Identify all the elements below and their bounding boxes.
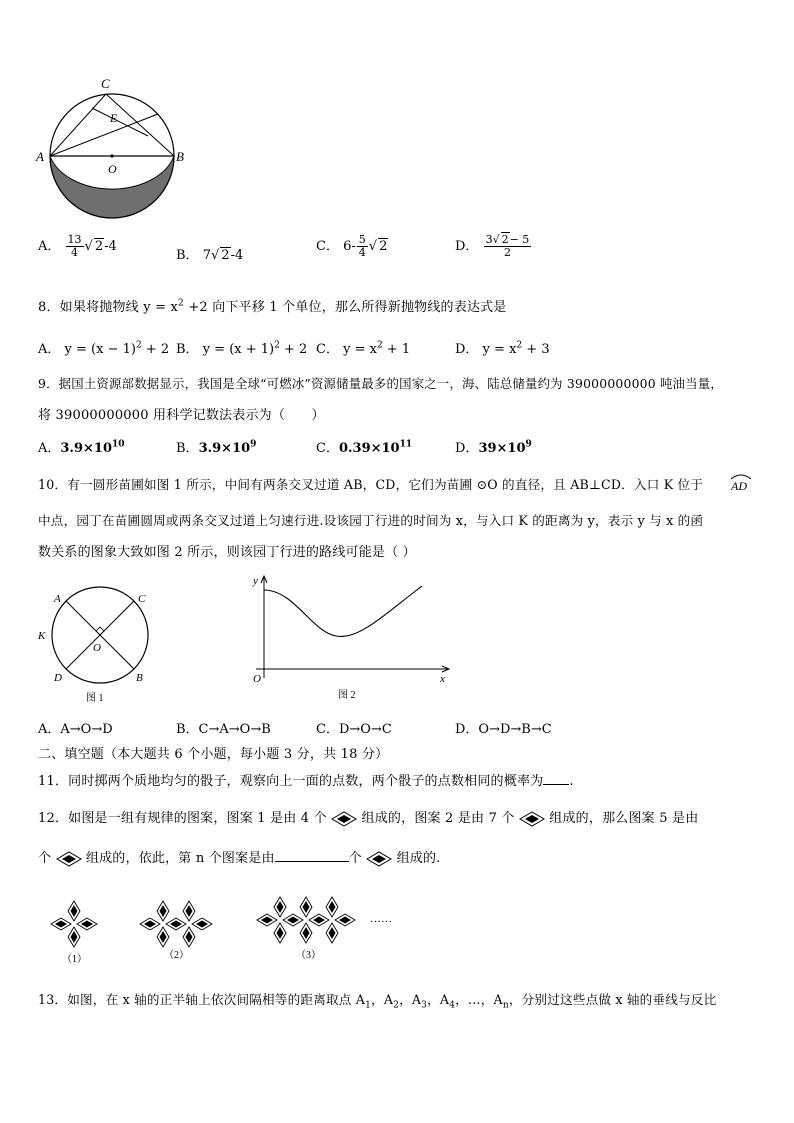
- curve: [264, 586, 422, 636]
- q10-line3: 数关系的图象大致如图 2 所示，则该园丁行进的路线可能是（ ）: [38, 545, 416, 560]
- subscript: 4: [449, 1000, 456, 1011]
- q8-stem: [38, 296, 507, 315]
- option-label: B．: [176, 248, 199, 263]
- expression: y = (x + 1): [202, 342, 275, 357]
- section-heading: 二、填空题（本大题共 6 个小题，每小题 3 分，共 18 分）: [38, 747, 389, 762]
- numerator: 13: [67, 233, 82, 246]
- caption-2: （2）: [164, 950, 189, 961]
- q11-end: .: [569, 774, 574, 789]
- segment-e1: [50, 114, 158, 156]
- exponent: 9: [250, 439, 257, 450]
- label-k: K: [38, 630, 46, 642]
- q9-option-c: [316, 437, 412, 456]
- q9-option-a: [38, 437, 125, 456]
- q12-text-a: 12．如图是一组有规律的图案，图案 1 是由 4 个: [38, 811, 327, 826]
- coefficient: 3: [485, 233, 493, 246]
- q8-stem-a: 8．如果将抛物线 y = x: [38, 300, 179, 315]
- superscript: 2: [516, 340, 523, 351]
- denominator: 2: [503, 246, 511, 259]
- denominator: 4: [71, 246, 79, 259]
- q7-option-c: [316, 234, 388, 259]
- option-base: 3.9×10: [198, 441, 251, 456]
- q7-option-d: [455, 234, 532, 259]
- radicand: 2: [379, 239, 388, 254]
- ellipsis: ……: [370, 913, 392, 925]
- q8-option-b: [176, 338, 307, 357]
- superscript: 2: [135, 340, 142, 351]
- q7-option-b: [176, 244, 243, 263]
- center-dot: [110, 154, 113, 157]
- pattern-3: [257, 897, 355, 943]
- fraction: [66, 234, 84, 259]
- q10-option-b: B．C→A→O→B: [176, 722, 271, 737]
- q13-text-a: 13．如图，在 x 轴的正半轴上依次间隔相等的距离取点 A: [38, 992, 366, 1007]
- label-b: B: [136, 672, 143, 684]
- q8-stem-b: +2 向下平移 1 个单位，那么所得新抛物线的表达式是: [183, 300, 507, 315]
- segment-e2: [92, 108, 148, 136]
- expression: y = (x − 1): [64, 342, 136, 357]
- coefficient: 7: [202, 248, 211, 263]
- option-label: C．: [316, 239, 339, 254]
- superscript: 2: [178, 298, 184, 309]
- q12-text-e: 组成的，依此，第 n 个图案是由: [85, 851, 275, 866]
- answer-blank: [543, 784, 569, 785]
- exponent: 10: [112, 439, 125, 450]
- q10-figure-2: [250, 572, 455, 704]
- numerator-tail: − 5: [509, 233, 530, 246]
- fraction: [357, 234, 368, 259]
- label-c: C: [138, 593, 146, 605]
- option-tail: -4: [104, 239, 117, 254]
- option-base: 3.9×10: [60, 441, 112, 456]
- option-label: B．: [176, 342, 199, 357]
- q12-text-d: 个: [38, 851, 52, 866]
- label-c: C: [101, 76, 110, 91]
- label-d: D: [54, 672, 62, 684]
- exponent: 9: [525, 439, 532, 450]
- chord-bc: [106, 94, 174, 156]
- fraction: [484, 234, 532, 259]
- label-o: O: [93, 642, 101, 654]
- q10-option-a: A．A→O→D: [38, 722, 113, 737]
- option-label: A．: [38, 239, 61, 254]
- right-angle-mark: [96, 627, 104, 635]
- numerator: 5: [358, 233, 366, 246]
- q13-text-b: ，A: [371, 992, 394, 1007]
- q13-text-d: ，A: [427, 992, 450, 1007]
- q11: [38, 770, 574, 789]
- option-tail: -4: [230, 248, 244, 263]
- arc-label: AD: [731, 479, 747, 493]
- option-label: D．: [455, 342, 479, 357]
- radicand: 2: [501, 233, 509, 246]
- option-label: D．: [455, 441, 479, 456]
- q12-text-g: 组成的.: [396, 851, 441, 866]
- q10-line2: 中点，园丁在苗圃圆周或两条交叉过道上匀速行进.设该园丁行进的时间为 x，与入口 K 的距离为 y，表示 y 与 x 的函: [38, 513, 704, 528]
- sqrt-sign: √: [84, 239, 93, 254]
- label-o: O: [108, 162, 117, 176]
- expression: y = x: [343, 342, 377, 357]
- q12-line2: [38, 847, 441, 867]
- exponent: 11: [399, 439, 413, 450]
- radicand: 2: [221, 248, 230, 263]
- expression-tail: + 2: [279, 342, 308, 357]
- expression: y = x: [482, 342, 517, 357]
- subscript: 1: [365, 1000, 372, 1011]
- diamond-tile-icon: [519, 811, 545, 827]
- label-x: x: [440, 673, 445, 685]
- expression-tail: + 2: [141, 342, 170, 357]
- pattern-2: [140, 901, 212, 947]
- q8-option-d: [455, 338, 550, 357]
- caption-3: （3）: [296, 950, 321, 961]
- q10-option-d: D．O→D→B→C: [455, 722, 552, 737]
- option-label: D．: [455, 239, 479, 254]
- option-base: 39×10: [478, 441, 526, 456]
- label-a: A: [54, 593, 61, 605]
- label-b: B: [176, 149, 184, 164]
- option-label: C．: [316, 441, 339, 456]
- q9-line1: 9．据国土资源部数据显示，我国是全球“可燃冰”资源储量最多的国家之一，海、陆总储量约为 39000000000 吨油当量，: [38, 376, 723, 391]
- option-label: B．: [176, 441, 199, 456]
- q9-option-b: [176, 437, 256, 456]
- q12-text-f: 个: [348, 851, 362, 866]
- q10-figure-1: [30, 585, 160, 705]
- label-y: y: [253, 575, 258, 587]
- label-e: E: [110, 111, 118, 125]
- q10-option-c: C．D→O→C: [316, 722, 392, 737]
- superscript: 2: [376, 340, 383, 351]
- superscript: 2: [274, 340, 280, 351]
- option-label: A．: [38, 441, 61, 456]
- diamond-tile-icon: [366, 851, 392, 867]
- sqrt-sign: √: [492, 233, 500, 246]
- option-prefix: 6-: [343, 239, 356, 254]
- pattern-1: [51, 901, 97, 947]
- answer-blank: [275, 861, 349, 862]
- q13-text-c: ，A: [399, 992, 422, 1007]
- q8-option-c: [316, 338, 410, 357]
- label-o: O: [253, 673, 261, 685]
- q12-text-b: 组成的，图案 2 是由 7 个: [361, 811, 515, 826]
- subscript: 3: [421, 1000, 428, 1011]
- q13-text-f: ，分别过这些点做 x 轴的垂线与反比: [508, 992, 717, 1007]
- q13-text-e: ，…，A: [455, 992, 503, 1007]
- label-a: A: [36, 149, 44, 164]
- radicand: 2: [94, 239, 104, 254]
- caption-1: （1）: [62, 954, 87, 965]
- expression-tail: + 3: [522, 342, 550, 357]
- q10-line1: 10．有一圆形苗圃如图 1 所示，中间有两条交叉过道 AB，CD，它们为苗圃 ⊙O 的直径，且 AB⊥CD．入口 K 位于: [38, 477, 704, 492]
- arc-ad-symbol: [728, 470, 758, 494]
- sqrt-sign: √: [368, 239, 378, 254]
- q7-circle-figure: [30, 72, 195, 222]
- subscript: n: [502, 1000, 509, 1011]
- option-base: 0.39×10: [338, 441, 400, 456]
- q11-text: 11．同时掷两个质地均匀的骰子，观察向上一面的点数，两个骰子的点数相同的概率为: [38, 774, 544, 789]
- subscript: 2: [393, 1000, 400, 1011]
- expression-tail: + 1: [382, 342, 411, 357]
- q12-text-c: 组成的，那么图案 5 是由: [549, 811, 699, 826]
- q13-line1: [38, 989, 716, 1011]
- q12-line1: [38, 807, 698, 827]
- denominator: 4: [358, 246, 366, 259]
- q12-patterns: [40, 892, 400, 966]
- q9-option-d: [455, 437, 532, 456]
- option-label: C．: [316, 342, 339, 357]
- q7-option-a: [38, 234, 117, 259]
- option-label: A．: [38, 342, 61, 357]
- caption-fig1: 图 1: [86, 693, 104, 704]
- q9-line2: 将 39000000000 用科学记数法表示为（ ）: [38, 408, 325, 423]
- q8-option-a: [38, 338, 169, 357]
- caption-fig2: 图 2: [338, 690, 356, 701]
- diamond-tile-icon: [56, 851, 82, 867]
- diamond-tile-icon: [331, 811, 357, 827]
- sqrt-sign: √: [210, 248, 220, 263]
